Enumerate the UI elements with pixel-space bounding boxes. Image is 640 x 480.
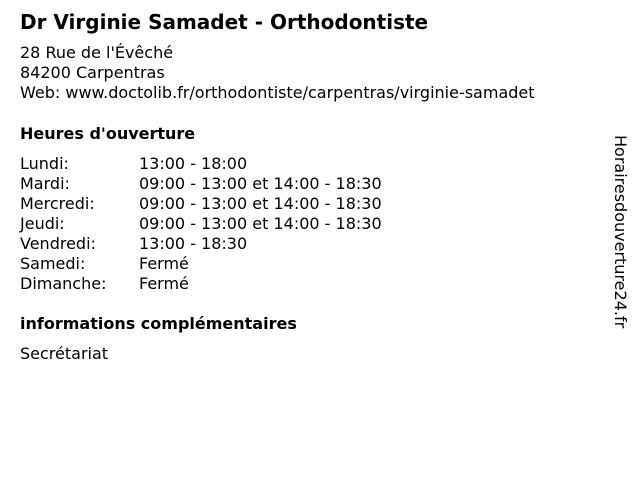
day-label: Dimanche: [20,274,107,293]
time-value: Fermé [139,254,189,273]
time-value: 09:00 - 13:00 et 14:00 - 18:30 [139,174,382,193]
website-link[interactable]: Web: www.doctolib.fr/orthodontiste/carpentras/virginie-samadet [20,83,535,102]
page-title: Dr Virginie Samadet - Orthodontiste [20,10,429,34]
opening-hours-heading: Heures d'ouverture [20,124,196,143]
day-label: Samedi: [20,254,86,273]
additional-info-heading: informations complémentaires [20,314,297,333]
day-label: Jeudi: [20,214,65,233]
address-street: 28 Rue de l'Évêché [20,43,174,62]
address-city: 84200 Carpentras [20,63,165,82]
time-value: 09:00 - 13:00 et 14:00 - 18:30 [139,194,382,213]
day-label: Mercredi: [20,194,95,213]
time-value: 13:00 - 18:00 [139,154,248,173]
time-value: Fermé [139,274,189,293]
time-value: 13:00 - 18:30 [139,234,248,253]
time-value: 09:00 - 13:00 et 14:00 - 18:30 [139,214,382,233]
day-label: Lundi: [20,154,69,173]
site-watermark: Horairesdouverture24.fr [611,135,630,329]
day-label: Vendredi: [20,234,96,253]
additional-info-text: Secrétariat [20,344,109,363]
day-label: Mardi: [20,174,70,193]
address-block [20,43,535,103]
